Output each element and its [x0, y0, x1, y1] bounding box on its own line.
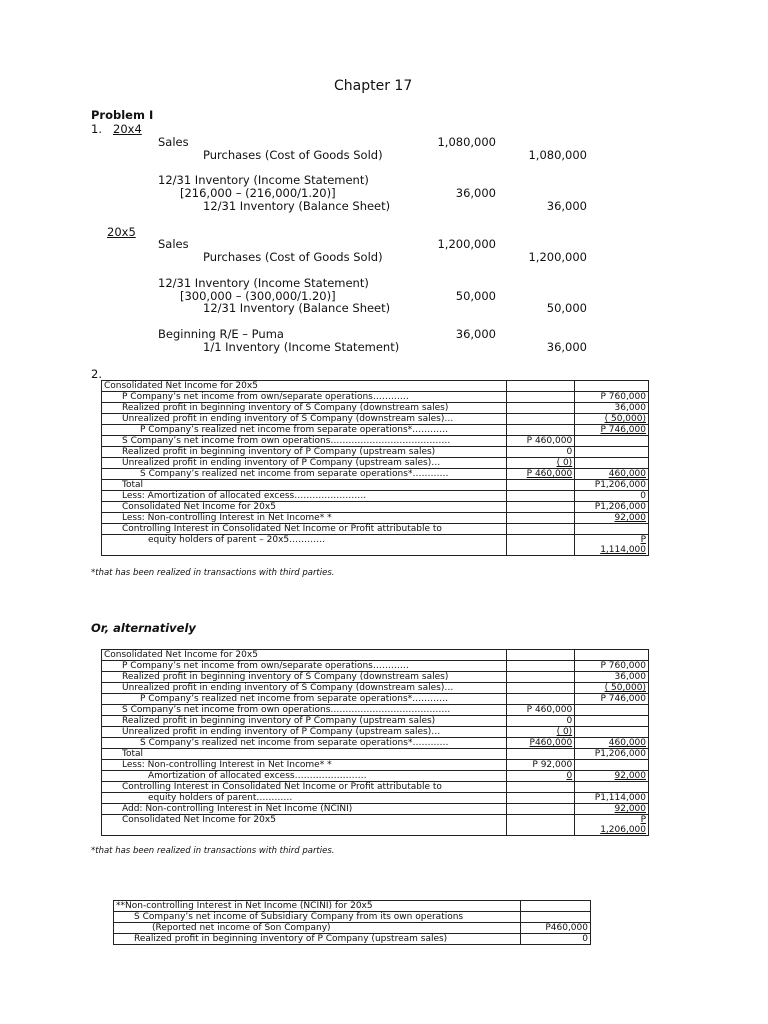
page-title: Chapter 17 [334, 78, 413, 94]
table-row [102, 545, 649, 556]
total-cell [575, 760, 649, 771]
problem-heading: Problem I [91, 108, 154, 122]
year-label-20x5: 20x5 [107, 225, 136, 239]
table-row [102, 513, 649, 524]
table-row [102, 738, 649, 749]
amount-cell [507, 694, 575, 705]
total-cell [575, 727, 649, 738]
row-label: P Company’s net income from own/separate operations………… [102, 661, 507, 672]
amount-cell [507, 524, 575, 535]
total-cell: ( 50,000) [575, 414, 649, 425]
row-label: Total [102, 749, 507, 760]
row-label: S Company’s realized net income from separate operations*………… [102, 738, 507, 749]
total-cell: 460,000 [575, 738, 649, 749]
table-row [102, 815, 649, 826]
row-label: Add: Non-controlling Interest in Net Income (NCINI) [102, 804, 507, 815]
table-row [114, 923, 591, 934]
amount-cell [521, 912, 591, 923]
row-label: P Company’s realized net income from separate operations*………… [102, 694, 507, 705]
table-row [102, 480, 649, 491]
table-row [102, 458, 649, 469]
total-cell: P 760,000 [575, 392, 649, 403]
table-row [102, 414, 649, 425]
row-label: Unrealized profit in ending inventory of S Company (downstream sales)… [102, 683, 507, 694]
table-row [102, 694, 649, 705]
entry-credit-inventory-bs: 12/31 Inventory (Balance Sheet) [203, 199, 391, 213]
entry-credit-purchases: Purchases (Cost of Goods Sold) [203, 148, 383, 162]
amount-cell [507, 793, 575, 804]
row-label: Amortization of allocated excess…………………… [102, 771, 507, 782]
entry-credit-purchases: Purchases (Cost of Goods Sold) [203, 250, 383, 264]
row-label: Consolidated Net Income for 20x5 [102, 381, 507, 392]
table-row [102, 716, 649, 727]
entry-credit-amount: 36,000 [546, 199, 587, 213]
row-label: Less: Non-controlling Interest in Net Income* * [102, 760, 507, 771]
entry-credit-inventory-beginning: 1/1 Inventory (Income Statement) [203, 340, 400, 354]
total-cell [575, 381, 649, 392]
amount-cell [507, 804, 575, 815]
row-label: Realized profit in beginning inventory of P Company (upstream sales) [114, 934, 521, 945]
amount-cell: 0 [507, 447, 575, 458]
row-label: Realized profit in beginning inventory of P Company (upstream sales) [102, 447, 507, 458]
amount-cell: P460,000 [521, 923, 591, 934]
row-label: Less: Amortization of allocated excess…………………… [102, 491, 507, 502]
row-label: Consolidated Net Income for 20x5 [102, 815, 507, 826]
entry-calculation: [216,000 – (216,000/1.20)] [180, 186, 336, 200]
amount-cell: 0 [507, 771, 575, 782]
amount-cell: P 460,000 [507, 705, 575, 716]
footnote: *that has been realized in transactions with third parties. [91, 846, 335, 856]
table-row [114, 934, 591, 945]
table-row [102, 804, 649, 815]
entry-debit-inventory-is: 12/31 Inventory (Income Statement) [158, 276, 369, 290]
amount-cell [507, 683, 575, 694]
amount-cell: P 460,000 [507, 469, 575, 480]
amount-cell: P 92,000 [507, 760, 575, 771]
total-cell: P1,206,000 [575, 480, 649, 491]
row-label: P Company’s net income from own/separate operations………… [102, 392, 507, 403]
total-cell: 460,000 [575, 469, 649, 480]
total-cell [575, 705, 649, 716]
total-cell: 36,000 [575, 403, 649, 414]
table-row [102, 771, 649, 782]
amount-cell: ( 0) [507, 727, 575, 738]
amount-cell [507, 491, 575, 502]
total-cell: 92,000 [575, 771, 649, 782]
row-label: Realized profit in beginning inventory of S Company (downstream sales) [102, 672, 507, 683]
table-row [102, 727, 649, 738]
row-label: S Company’s net income from own operations…………………………………. [102, 436, 507, 447]
amount-cell [507, 749, 575, 760]
amount-cell [507, 650, 575, 661]
total-cell: 92,000 [575, 804, 649, 815]
total-cell [575, 436, 649, 447]
entry-credit-amount: 1,200,000 [528, 250, 587, 264]
table-row [102, 760, 649, 771]
table-row [102, 782, 649, 793]
total-cell: 92,000 [575, 513, 649, 524]
total-cell: P 746,000 [575, 425, 649, 436]
row-label: Unrealized profit in ending inventory of P Company (upstream sales)… [102, 458, 507, 469]
row-label: Consolidated Net Income for 20x5 [102, 650, 507, 661]
amount-cell [507, 513, 575, 524]
row-label: Unrealized profit in ending inventory of S Company (downstream sales)… [102, 414, 507, 425]
ncini-table [113, 900, 591, 945]
total-cell: 36,000 [575, 672, 649, 683]
amount-cell [507, 425, 575, 436]
entry-credit-amount: 50,000 [546, 301, 587, 315]
table-row [114, 912, 591, 923]
total-cell: P 760,000 [575, 661, 649, 672]
row-label: Consolidated Net Income for 20x5 [102, 502, 507, 513]
amount-cell [507, 672, 575, 683]
total-cell: P1,114,000 [575, 793, 649, 804]
entry-debit-sales: Sales [158, 237, 189, 251]
table-row [102, 650, 649, 661]
entry-credit-amount: 36,000 [546, 340, 587, 354]
entry-debit-amount: 50,000 [455, 289, 496, 303]
total-cell [575, 782, 649, 793]
amount-cell [507, 414, 575, 425]
item-number-1: 1. [91, 122, 102, 136]
table-row [102, 392, 649, 403]
amount-cell [507, 661, 575, 672]
row-label [102, 825, 507, 836]
table-row [102, 705, 649, 716]
consolidated-net-income-table [101, 380, 649, 556]
table-row [102, 403, 649, 414]
amount-cell [507, 535, 575, 546]
total-cell: P1,206,000 [575, 502, 649, 513]
row-label: S Company’s net income of Subsidiary Company from its own operations [114, 912, 521, 923]
amount-cell [521, 901, 591, 912]
total-cell: ( 50,000) [575, 683, 649, 694]
table-row [102, 502, 649, 513]
entry-debit-amount: 1,080,000 [437, 135, 496, 149]
amount-cell: 0 [507, 716, 575, 727]
row-label [102, 545, 507, 556]
table-row [102, 447, 649, 458]
amount-cell [507, 545, 575, 556]
amount-cell: 0 [521, 934, 591, 945]
amount-cell [507, 381, 575, 392]
total-cell [575, 458, 649, 469]
entry-debit-sales: Sales [158, 135, 189, 149]
row-label: equity holders of parent – 20x5………… [102, 535, 507, 546]
total-cell [575, 650, 649, 661]
total-cell: P1,206,000 [575, 749, 649, 760]
total-cell: 0 [575, 491, 649, 502]
total-cell: P 746,000 [575, 694, 649, 705]
row-label: Less: Non-controlling Interest in Net Income* * [102, 513, 507, 524]
entry-debit-inventory-is: 12/31 Inventory (Income Statement) [158, 173, 369, 187]
row-label: Realized profit in beginning inventory of P Company (upstream sales) [102, 716, 507, 727]
total-cell: 1,206,000 [575, 825, 649, 836]
amount-cell [507, 403, 575, 414]
amount-cell [507, 782, 575, 793]
entry-debit-amount: 1,200,000 [437, 237, 496, 251]
total-cell [575, 524, 649, 535]
row-label: S Company’s net income from own operations…………………………………. [102, 705, 507, 716]
row-label: P Company’s realized net income from separate operations*………… [102, 425, 507, 436]
entry-debit-beginning-re: Beginning R/E – Puma [158, 327, 284, 341]
total-cell: P [575, 815, 649, 826]
year-label-20x4: 20x4 [113, 122, 142, 136]
row-label: Unrealized profit in ending inventory of P Company (upstream sales)… [102, 727, 507, 738]
table-row [102, 469, 649, 480]
entry-debit-amount: 36,000 [455, 327, 496, 341]
row-label: Realized profit in beginning inventory of S Company (downstream sales) [102, 403, 507, 414]
entry-calculation: [300,000 – (300,000/1.20)] [180, 289, 336, 303]
total-cell [575, 716, 649, 727]
row-label: S Company’s realized net income from separate operations*………… [102, 469, 507, 480]
footnote: *that has been realized in transactions with third parties. [91, 568, 335, 578]
table-row [102, 491, 649, 502]
entry-credit-inventory-bs: 12/31 Inventory (Balance Sheet) [203, 301, 391, 315]
table-row [102, 535, 649, 546]
row-label: Controlling Interest in Consolidated Net Income or Profit attributable to [102, 782, 507, 793]
entry-debit-amount: 36,000 [455, 186, 496, 200]
table-row [102, 749, 649, 760]
row-label: (Reported net income of Son Company) [114, 923, 521, 934]
total-cell [575, 447, 649, 458]
table-row [102, 793, 649, 804]
row-label: Controlling Interest in Consolidated Net Income or Profit attributable to [102, 524, 507, 535]
alternative-consolidated-table [101, 649, 649, 836]
amount-cell [507, 392, 575, 403]
total-cell: P [575, 535, 649, 546]
item-number-2: 2. [91, 367, 102, 381]
table-row [102, 436, 649, 447]
row-label: Total [102, 480, 507, 491]
table-row [102, 425, 649, 436]
table-row [102, 683, 649, 694]
amount-cell [507, 815, 575, 826]
amount-cell: P460,000 [507, 738, 575, 749]
table-row [114, 901, 591, 912]
row-label: equity holders of parent………… [102, 793, 507, 804]
amount-cell: ( 0) [507, 458, 575, 469]
amount-cell [507, 480, 575, 491]
total-cell: 1,114,000 [575, 545, 649, 556]
alternative-heading: Or, alternatively [91, 621, 196, 635]
row-label: **Non-controlling Interest in Net Income (NCINI) for 20x5 [114, 901, 521, 912]
amount-cell [507, 502, 575, 513]
table-row [102, 524, 649, 535]
table-row [102, 825, 649, 836]
amount-cell: P 460,000 [507, 436, 575, 447]
table-row [102, 672, 649, 683]
amount-cell [507, 825, 575, 836]
table-row [102, 661, 649, 672]
table-row [102, 381, 649, 392]
entry-credit-amount: 1,080,000 [528, 148, 587, 162]
